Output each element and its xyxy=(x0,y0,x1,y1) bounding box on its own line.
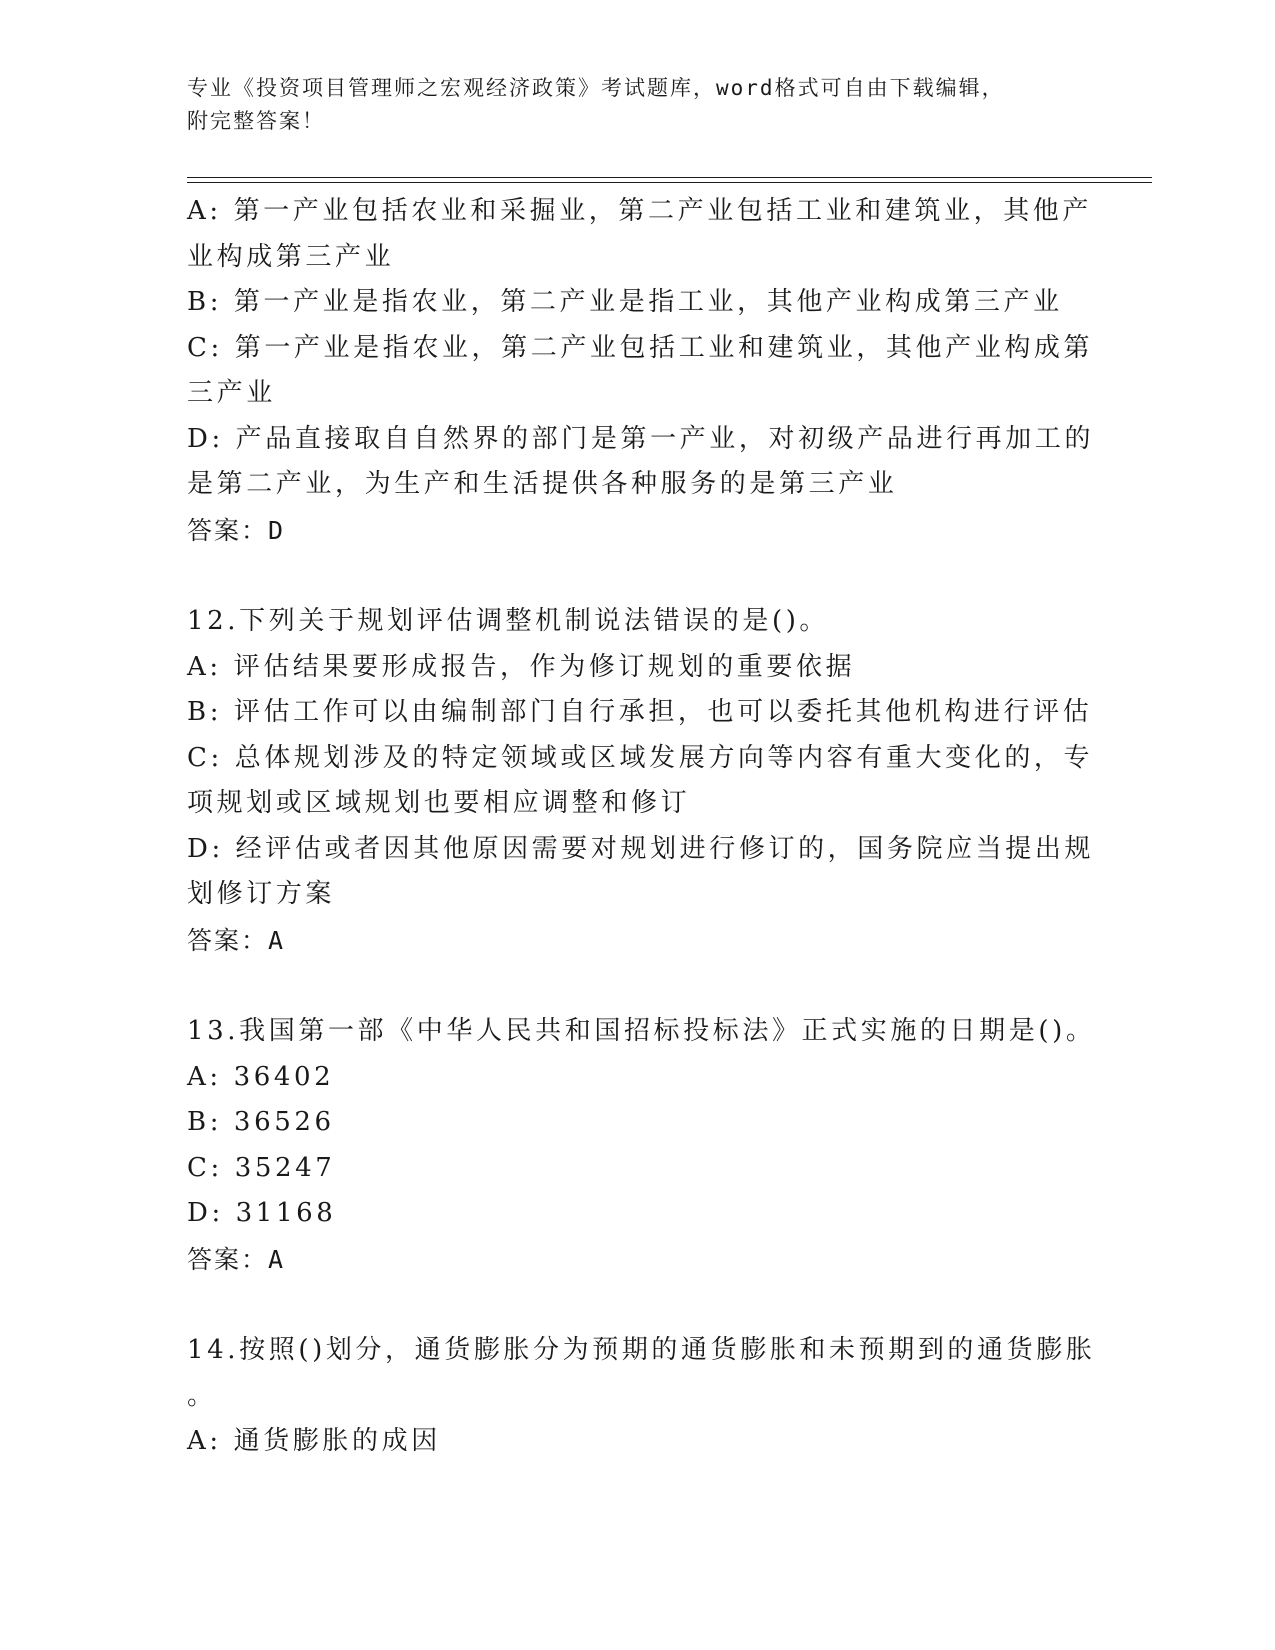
q14-question-line-2: 。 xyxy=(187,1380,217,1411)
q13-answer xyxy=(187,1237,1082,1283)
question-11 xyxy=(187,189,1095,553)
header-divider-top xyxy=(187,177,1152,178)
q13-answer-value: A xyxy=(268,1244,286,1274)
q12-option-a: A: 评估结果要形成报告，作为修订规划的重要依据 xyxy=(187,651,856,682)
question-14 xyxy=(187,1328,1096,1465)
q13-option-b: B: 36526 xyxy=(187,1107,335,1137)
q11-option-a-line-1: A: 第一产业包括农业和采掘业，第二产业包括工业和建筑业，其他产 xyxy=(187,196,1093,226)
document-header xyxy=(187,72,1067,138)
q11-option-c-line-1: C: 第一产业是指农业，第二产业包括工业和建筑业，其他产业构成第 xyxy=(187,332,1094,363)
header-divider-bottom xyxy=(187,182,1152,183)
q12-option-b: B: 评估工作可以由编制部门自行承担，也可以委托其他机构进行评估 xyxy=(187,697,1093,727)
q11-answer xyxy=(187,508,1082,554)
q11-answer-value: D xyxy=(268,515,286,545)
question-spacer xyxy=(187,1282,1082,1328)
question-spacer xyxy=(187,553,1082,599)
q13-question: 13.我国第一部《中华人民共和国招标投标法》正式实施的日期是()。 xyxy=(187,1016,1096,1046)
q11-option-a-line-2: 业构成第三产业 xyxy=(187,241,395,272)
q13-option-a: A: 36402 xyxy=(187,1061,335,1092)
q12-option-c-line-2: 项规划或区域规划也要相应调整和修订 xyxy=(187,788,691,818)
q12-answer-label: 答案： xyxy=(187,925,269,955)
q12-question: 12.下列关于规划评估调整机制说法错误的是()。 xyxy=(187,606,830,636)
q12-option-c-line-1: C: 总体规划涉及的特定领域或区域发展方向等内容有重大变化的，专 xyxy=(187,742,1094,773)
question-13 xyxy=(187,1009,1096,1282)
header-line-1: 专业《投资项目管理师之宏观经济政策》考试题库，word格式可自由下载编辑， xyxy=(187,76,1005,100)
question-spacer xyxy=(187,963,1082,1009)
question-list xyxy=(187,189,1096,1465)
question-12 xyxy=(187,599,1095,963)
q14-option-a: A: 通货膨胀的成因 xyxy=(187,1426,441,1456)
q14-question-line-1: 14.按照()划分，通货膨胀分为预期的通货膨胀和未预期到的通货膨胀 xyxy=(187,1335,1096,1365)
q12-option-d-line-1: D: 经评估或者因其他原因需要对规划进行修订的，国务院应当提出规 xyxy=(187,833,1095,864)
q13-answer-label: 答案： xyxy=(187,1244,269,1274)
q11-option-d-line-1: D: 产品直接取自自然界的部门是第一产业，对初级产品进行再加工的 xyxy=(187,423,1095,454)
q11-option-d-line-2: 是第二产业，为生产和生活提供各种服务的是第三产业 xyxy=(187,469,898,499)
q11-option-b: B: 第一产业是指农业，第二产业是指工业，其他产业构成第三产业 xyxy=(187,287,1063,317)
header-line-2: 附完整答案！ xyxy=(187,109,325,133)
q12-answer-value: A xyxy=(268,925,286,955)
q13-option-c: C: 35247 xyxy=(187,1152,336,1183)
q12-answer xyxy=(187,918,1082,964)
q12-option-d-line-2: 划修订方案 xyxy=(187,879,336,909)
q13-option-d: D: 31168 xyxy=(187,1198,337,1228)
q11-option-c-line-2: 三产业 xyxy=(187,378,276,408)
q11-answer-label: 答案： xyxy=(187,515,269,545)
